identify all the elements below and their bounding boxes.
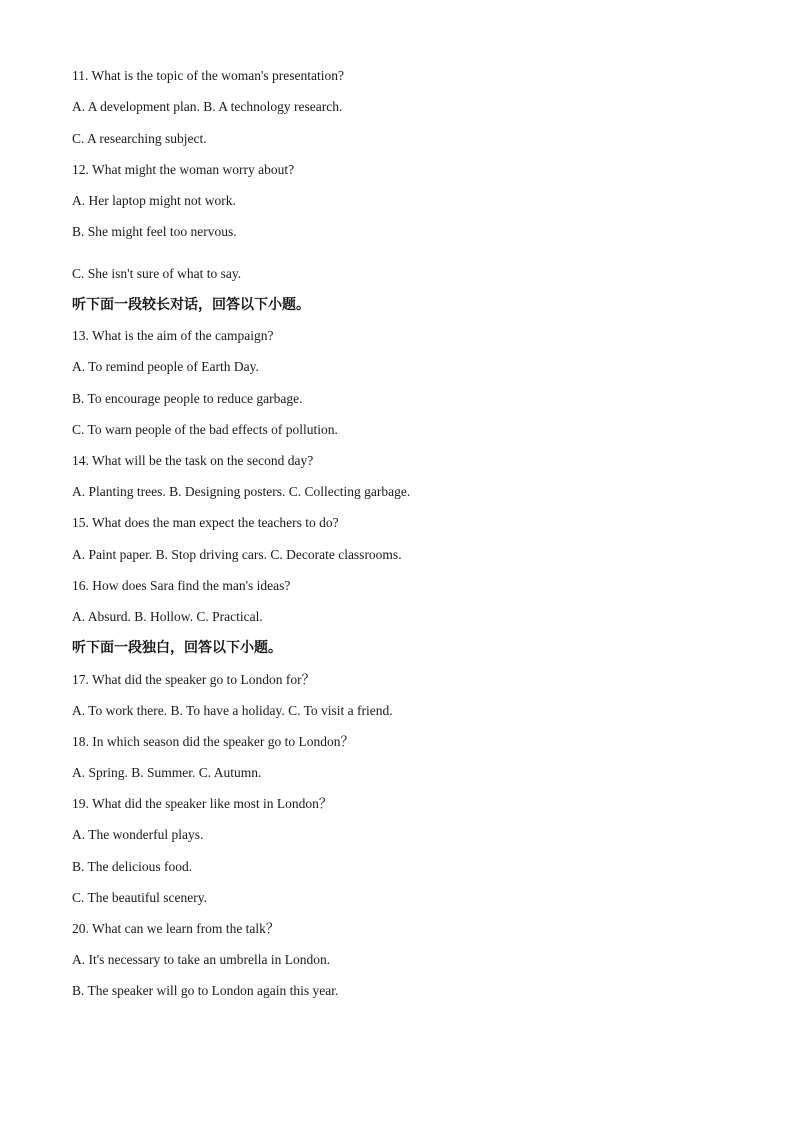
question-14-options: A. Planting trees. B. Designing posters. C. Collecting garbage. bbox=[72, 484, 411, 499]
question-11: 11. What is the topic of the woman's presentation? bbox=[72, 68, 344, 83]
question-12-option-b: B. She might feel too nervous. bbox=[72, 224, 237, 239]
question-13-option-b: B. To encourage people to reduce garbage. bbox=[72, 391, 303, 406]
question-13: 13. What is the aim of the campaign? bbox=[72, 328, 274, 343]
question-16-options: A. Absurd. B. Hollow. C. Practical. bbox=[72, 609, 263, 624]
question-15: 15. What does the man expect the teachers to do? bbox=[72, 515, 339, 530]
question-19-option-b: B. The delicious food. bbox=[72, 859, 193, 874]
question-17-options: A. To work there. B. To have a holiday. C. To visit a friend. bbox=[72, 703, 393, 718]
question-12-option-a: A. Her laptop might not work. bbox=[72, 193, 236, 208]
question-12: 12. What might the woman worry about? bbox=[72, 162, 295, 177]
question-11-options-ab: A. A development plan. B. A technology research. bbox=[72, 99, 343, 114]
question-20-option-a: A. It's necessary to take an umbrella in London. bbox=[72, 952, 331, 967]
question-19-option-a: A. The wonderful plays. bbox=[72, 827, 204, 842]
section-heading-monologue: 听下面一段独白，回答以下小题。 bbox=[72, 640, 282, 656]
question-13-option-a: A. To remind people of Earth Day. bbox=[72, 359, 259, 374]
section-heading-dialogue: 听下面一段较长对话，回答以下小题。 bbox=[72, 297, 310, 313]
question-17: 17. What did the speaker go to London for？ bbox=[72, 672, 316, 687]
question-18: 18. In which season did the speaker go to London？ bbox=[72, 734, 354, 749]
question-18-options: A. Spring. B. Summer. C. Autumn. bbox=[72, 765, 262, 780]
question-20-option-b: B. The speaker will go to London again this year. bbox=[72, 983, 339, 998]
question-19: 19. What did the speaker like most in London？ bbox=[72, 796, 333, 811]
question-13-option-c: C. To warn people of the bad effects of pollution. bbox=[72, 422, 338, 437]
question-15-options: A. Paint paper. B. Stop driving cars. C. Decorate classrooms. bbox=[72, 547, 402, 562]
question-19-option-c: C. The beautiful scenery. bbox=[72, 890, 207, 905]
question-12-option-c: C. She isn't sure of what to say. bbox=[72, 266, 242, 281]
question-11-option-c: C. A researching subject. bbox=[72, 131, 207, 146]
question-14: 14. What will be the task on the second day? bbox=[72, 453, 314, 468]
question-16: 16. How does Sara find the man's ideas? bbox=[72, 578, 291, 593]
question-20: 20. What can we learn from the talk？ bbox=[72, 921, 280, 936]
